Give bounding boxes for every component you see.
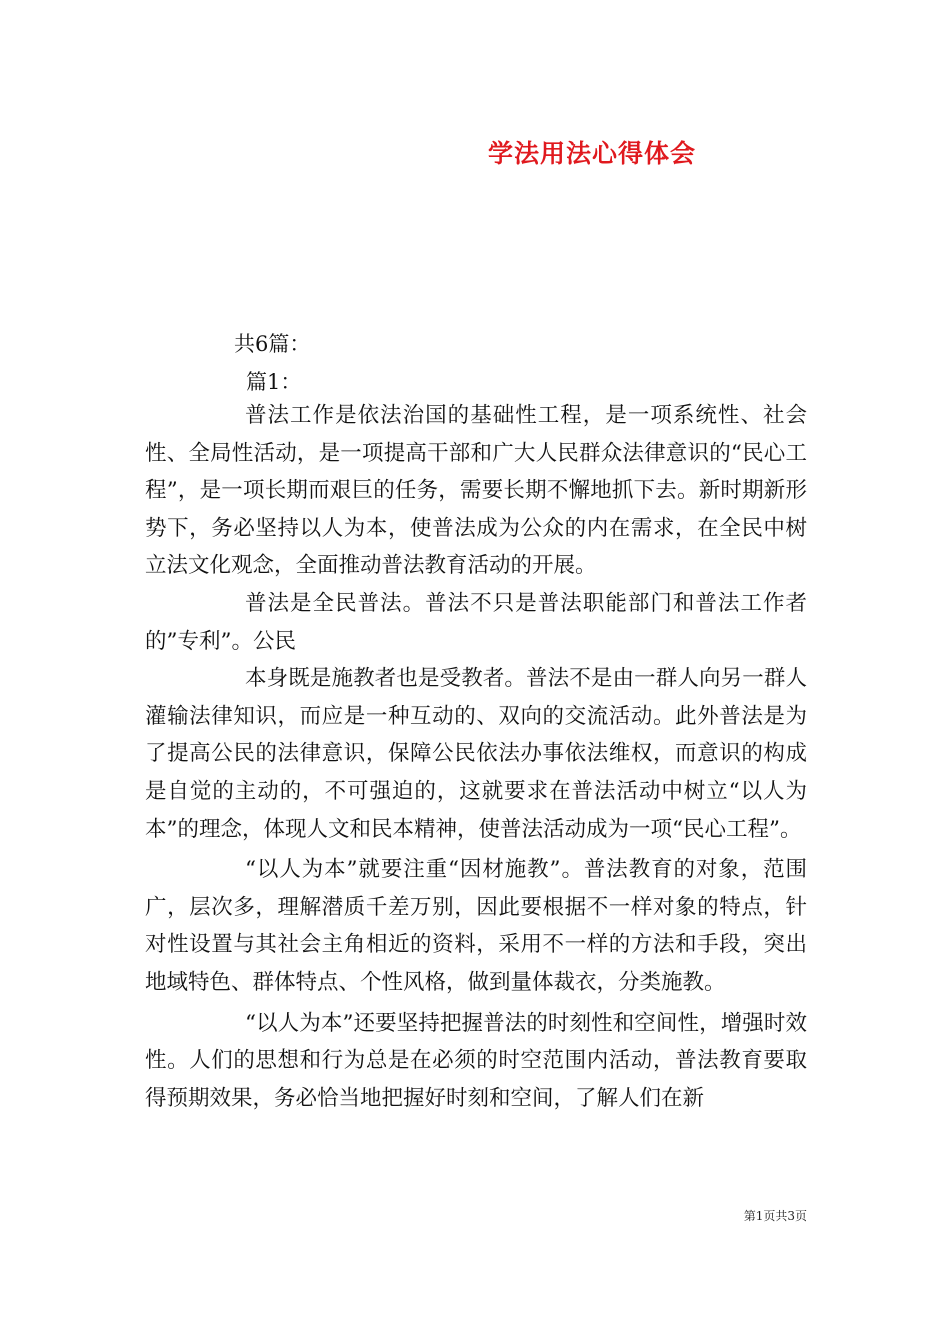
chapter-label: 篇1： [246,370,302,394]
paragraph: 普法是全民普法。普法不只是普法职能部门和普法工作者的”专利”。公民 [145,590,807,654]
paragraph: 本身既是施教者也是受教者。普法不是由一群人向另一群人灌输法律知识，而应是一种互动的、双向的交流活动。此外普法是为了提高公民的法律意识，保障公民依法办事依法维权，而意识的构成是自觉的主动的，不可强迫的，这就要求在普法活动中树立“以人为本”的理念，体现人文和民本精神，使普法活动成为一项“民心工程”。 [145,666,807,842]
chapter-count: 共6篇： [234,332,311,356]
paragraph: “以人为本”就要注重“因材施教”。普法教育的对象，范围广，层次多，理解潜质千差万别，因此要根据不一样对象的特点，针对性设置与其社会主角相近的资料，采用不一样的方法和手段，突出地域特色、群体特点、个性风格，做到量体裁衣，分类施教。 [145,857,807,995]
page-number: 第1页共3页 [743,1209,807,1223]
paragraph: 普法工作是依法治国的基础性工程，是一项系统性、社会性、全局性活动，是一项提高干部和广大人民群众法律意识的“民心工程”，是一项长期而艰巨的任务，需要长期不懈地抓下去。新时期新形势下，务必坚持以人为本，使普法成为公众的内在需求，在全民中树立法文化观念，全面推动普法教育活动的开展。 [145,403,807,579]
document-body [145,397,807,1117]
document-title: 学法用法心得体会 [488,139,697,168]
paragraph: “以人为本”还要坚持把握普法的时刻性和空间性，增强时效性。人们的思想和行为总是在必须的时空范围内活动，普法教育要取得预期效果，务必恰当地把握好时刻和空间，了解人们在新 [145,1010,807,1111]
